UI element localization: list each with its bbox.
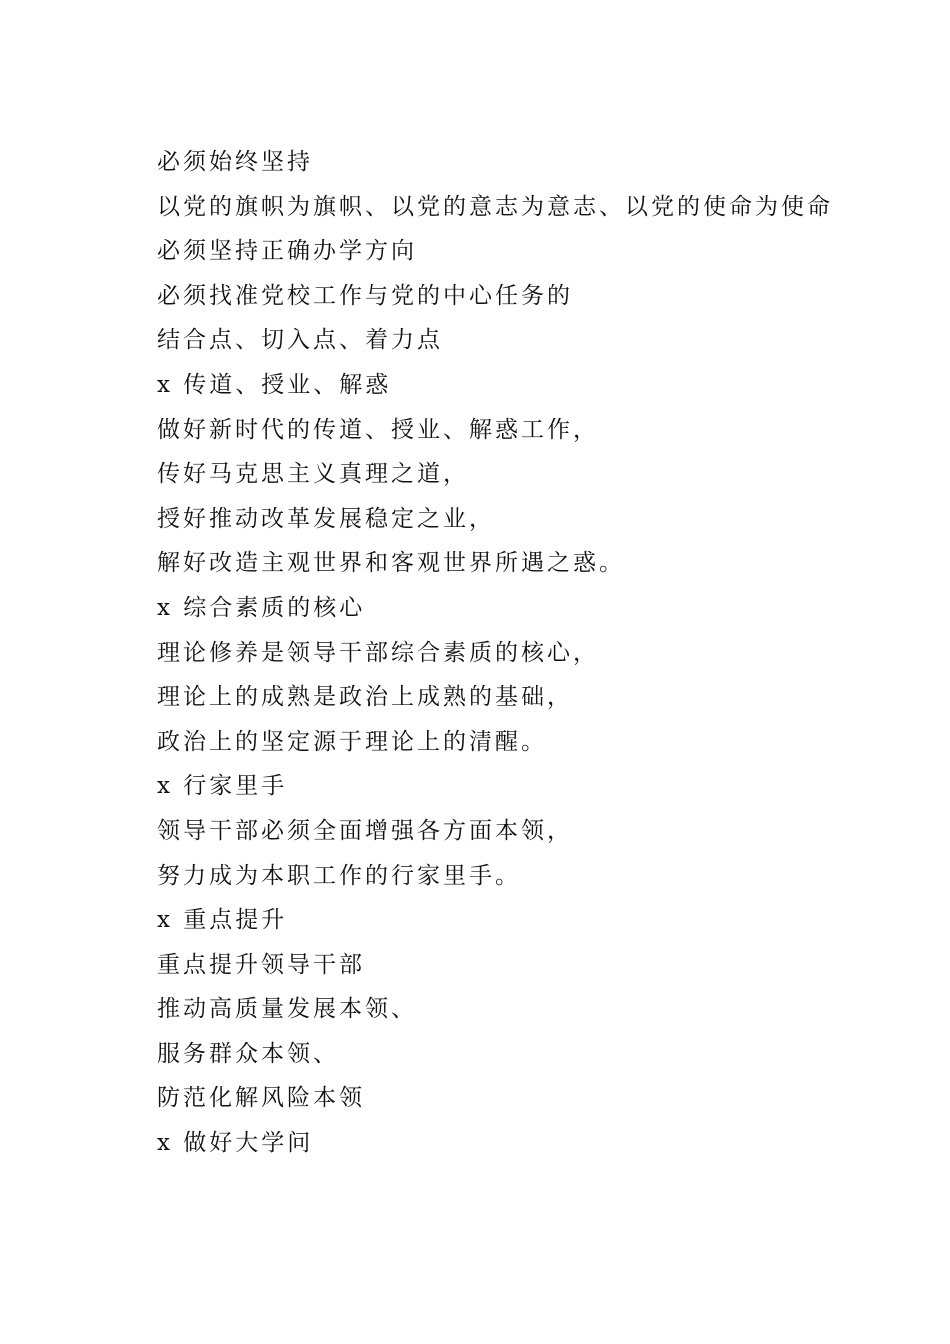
section-heading: x 行家里手 bbox=[157, 773, 288, 800]
section-heading: x 做好大学问 bbox=[157, 1130, 314, 1157]
section-heading: x 传道、授业、解惑 bbox=[157, 371, 392, 398]
text-line: 传好马克思主义真理之道， bbox=[157, 461, 469, 488]
text-line: 以党的旗帜为旗帜、以党的意志为意志、以党的使命为使命 bbox=[157, 193, 833, 220]
text-line: 必须找准党校工作与党的中心任务的 bbox=[157, 282, 573, 309]
text-line: 理论上的成熟是政治上成熟的基础， bbox=[157, 684, 573, 711]
text-line: 努力成为本职工作的行家里手。 bbox=[157, 862, 521, 889]
text-line: 领导干部必须全面增强各方面本领， bbox=[157, 817, 573, 844]
text-line: 做好新时代的传道、授业、解惑工作， bbox=[157, 416, 599, 443]
text-line: 结合点、切入点、着力点 bbox=[157, 327, 443, 354]
section-heading: x 重点提升 bbox=[157, 907, 288, 934]
text-line: 政治上的坚定源于理论上的清醒。 bbox=[157, 728, 547, 755]
text-line: 必须坚持正确办学方向 bbox=[157, 238, 417, 265]
section-heading: x 综合素质的核心 bbox=[157, 594, 366, 621]
text-line: 重点提升领导干部 bbox=[157, 951, 365, 978]
text-line: 推动高质量发展本领、 bbox=[157, 996, 417, 1023]
text-line: 防范化解风险本领 bbox=[157, 1085, 365, 1112]
text-line: 必须始终坚持 bbox=[157, 149, 313, 175]
text-line: 解好改造主观世界和客观世界所遇之惑。 bbox=[157, 550, 625, 577]
document-body bbox=[157, 140, 857, 1166]
text-line: 服务群众本领、 bbox=[157, 1040, 339, 1067]
text-line: 授好推动改革发展稳定之业， bbox=[157, 505, 495, 532]
text-line: 理论修养是领导干部综合素质的核心， bbox=[157, 639, 599, 666]
